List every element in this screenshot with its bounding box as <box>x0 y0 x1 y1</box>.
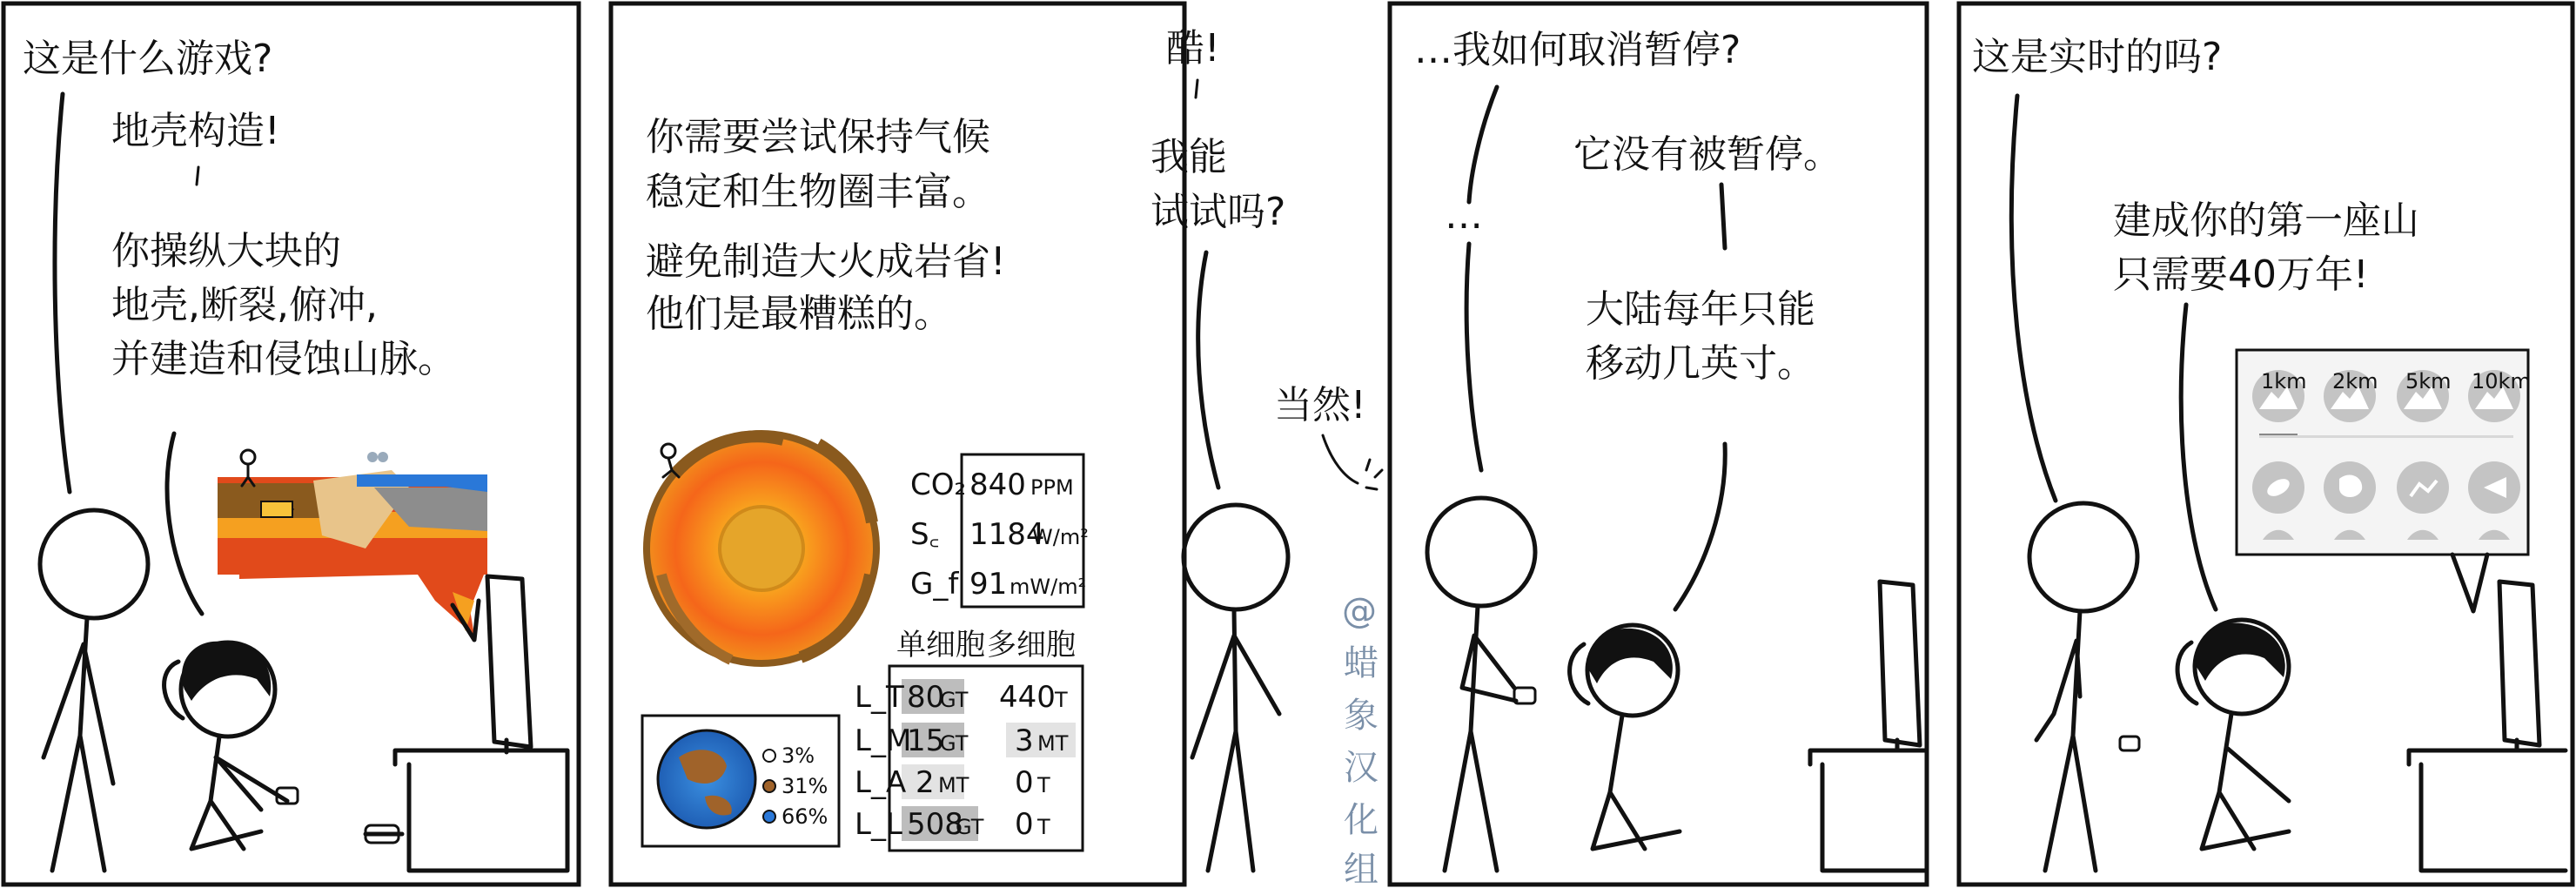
panel-4-question: …我如何取消暂停? <box>1414 28 1741 72</box>
panel-1-answer-line-3: 并建造和侵蚀山脉。 <box>111 337 456 381</box>
multi-unit: MT <box>1037 731 1069 756</box>
offpanel-tail <box>1323 435 1382 489</box>
panel-1-answer-line-1: 你操纵大块的 <box>111 229 341 273</box>
panel-3-try: 试试吗? <box>1150 190 1286 234</box>
speech-tail <box>1198 252 1218 488</box>
credit-vertical <box>1342 591 1379 888</box>
panel-1 <box>3 3 579 885</box>
multi-cell-header: 多细胞 <box>987 628 1076 663</box>
panel-4-not-paused: 它没有被暂停。 <box>1573 132 1841 177</box>
multi-value: 3 <box>1015 723 1034 758</box>
panel-3-cool: 酷! <box>1166 26 1220 71</box>
single-unit: GT <box>940 731 969 756</box>
panel-3-can-i: 我能 <box>1150 135 1227 179</box>
multi-unit: T <box>1037 815 1050 839</box>
panel-2-line-1: 你需要尝试保持气候 <box>646 115 990 159</box>
panel-3-sure: 当然! <box>1274 383 1366 427</box>
mountain-label: 5km <box>2405 369 2452 394</box>
single-value: 2 <box>916 765 935 800</box>
credit-char: 化 <box>1344 800 1379 840</box>
mountain-label: 1km <box>2261 369 2307 394</box>
panel-5-question: 这是实时的吗? <box>1972 35 2223 79</box>
panel-4-continents-1: 大陆每年只能 <box>1586 287 1815 332</box>
panel-1-answer-line-2: 地壳,断裂,俯冲, <box>111 283 378 327</box>
surface-value-land: 31% <box>782 774 828 798</box>
biosphere-row-label: L_L <box>855 807 902 842</box>
sc-value: 1184 <box>969 517 1045 552</box>
surface-swatch-ice <box>763 750 775 762</box>
surface-value-ocean: 66% <box>782 804 828 829</box>
stick-figure-man <box>1184 505 1288 871</box>
panel-2 <box>611 3 1184 885</box>
biosphere-row-label: L_A <box>855 765 907 800</box>
gf-label: G_f <box>910 567 959 602</box>
biosphere-row-label: L_T <box>855 680 904 715</box>
single-value: 80 <box>907 680 945 715</box>
biosphere-row-label: L_M <box>855 723 912 758</box>
menu-divider <box>2259 435 2513 438</box>
sc-label: S꜀ <box>910 517 940 552</box>
single-unit: GT <box>940 688 969 712</box>
credit-char: 蜡 <box>1344 643 1379 683</box>
speech-tail <box>1196 80 1197 98</box>
panel-5-answer-1: 建成你的第一座山 <box>2113 198 2419 243</box>
mountain-label: 2km <box>2332 369 2378 394</box>
speech-tail <box>197 167 198 185</box>
panel-2-line-3: 避免制造大火成岩省! <box>646 239 1006 284</box>
co2-unit: PPM <box>1030 475 1074 500</box>
single-unit: GT <box>956 815 984 839</box>
credit-char: 组 <box>1344 850 1379 888</box>
surface-swatch-ocean <box>763 811 775 823</box>
panel-2-line-2: 稳定和生物圈丰富。 <box>646 170 990 214</box>
multi-value: 440 <box>999 680 1056 715</box>
planet-cross-section <box>647 434 876 663</box>
panel-4 <box>1390 3 1927 885</box>
panel-5-answer-2: 只需要40万年! <box>2113 252 2369 297</box>
panel-5 <box>1959 3 2573 885</box>
multi-unit: T <box>1037 773 1050 797</box>
panel-2-line-4: 他们是最糟糕的。 <box>646 292 952 336</box>
game-build-menu <box>2237 350 2531 555</box>
co2-value: 840 <box>969 468 1026 502</box>
sc-unit: W/m² <box>1032 525 1089 549</box>
credit-char: @ <box>1342 591 1377 631</box>
multi-value: 0 <box>1015 807 1034 842</box>
mountain-label: 10km <box>2472 369 2531 394</box>
panel-1-question: 这是什么游戏? <box>23 37 273 81</box>
panel-4-ellipsis: … <box>1445 193 1483 238</box>
single-cell-header: 单细胞 <box>896 628 985 663</box>
gf-value: 91 <box>969 567 1008 602</box>
single-value: 15 <box>907 723 945 758</box>
surface-swatch-land <box>763 780 775 792</box>
credit-char: 汉 <box>1344 748 1379 788</box>
co2-label: CO₂ <box>910 468 967 502</box>
single-unit: MT <box>938 773 969 797</box>
surface-coverage-panel <box>642 716 839 846</box>
credit-char: 象 <box>1344 696 1379 736</box>
surface-value-ice: 3% <box>782 743 815 768</box>
single-value: 508 <box>907 807 963 842</box>
panel-1-answer-title: 地壳构造! <box>111 109 280 153</box>
gf-unit: mW/m² <box>1010 575 1087 599</box>
climate-stats-panel <box>910 454 1089 607</box>
panel-4-continents-2: 移动几英寸。 <box>1586 341 1815 386</box>
multi-value: 0 <box>1015 765 1034 800</box>
multi-unit: T <box>1055 688 1068 712</box>
